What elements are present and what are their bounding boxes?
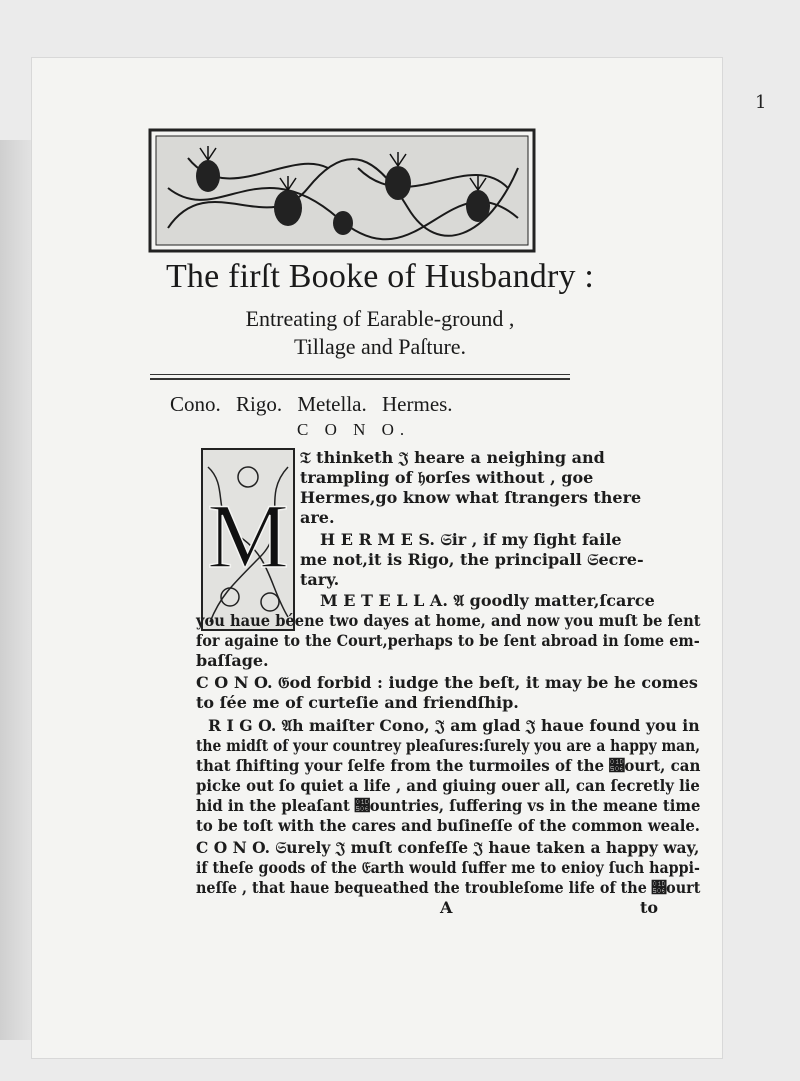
text-line: picke out ſo quiet a life , and giuing ouer all, can ſecretly lie (196, 776, 700, 795)
text-line: for againe to the Court,perhaps to be ſent abroad in ſome em- (196, 631, 700, 650)
subtitle-line-2: Tillage and Paſture. (293, 334, 467, 359)
catchword: to (640, 898, 659, 917)
text-line: H E R M E S. 𝔖ir , if my ſight faile (320, 530, 622, 549)
text-line: neſſe , that haue bequeathed the troubleſome life of the 𝔆ourt (196, 878, 701, 897)
speaker-rigo: Rigo. (236, 392, 283, 416)
text-line: hid in the pleaſant 𝔆ountries, ſuffering vs in the meane time (196, 796, 701, 815)
speakers-list (170, 392, 610, 417)
thistle-ornament-icon (148, 128, 536, 253)
text-line: the midſt of your countrey pleaſures:ſurely you are a happy man, (196, 736, 701, 755)
text-line: M E T E L L A. 𝔄 goodly matter,ſcarce (320, 591, 655, 610)
text-line: if theſe goods of the 𝔈arth would ſuffer me to enioy ſuch happi- (196, 858, 700, 877)
divider-rule (150, 374, 570, 375)
text-line: tary. (300, 570, 340, 589)
text-line: to be toſt with the cares and buſineſſe of the common weale. (196, 816, 700, 835)
text-line: Hermes,go know what ſtrangers there (300, 488, 642, 507)
text-line: C O N O. 𝔖urely 𝔍 muſt confeſſe 𝔍 haue taken a happy way, (196, 838, 700, 857)
text-line: to ſée me of curteſie and friendſhip. (196, 693, 519, 712)
text-line: trampling of 𝔥orſes without , goe (300, 468, 594, 487)
text-line: 𝔗 thinketh 𝔍 heare a neighing and (300, 448, 605, 467)
svg-text:M: M (207, 485, 289, 587)
speaker-hermes: Hermes. (382, 392, 453, 416)
text-line: that ſhifting your ſelfe from the turmoiles of the 𝔆ourt, can (196, 756, 701, 775)
page-number: 1 (755, 92, 767, 113)
decorated-initial-m-icon (200, 447, 296, 632)
subtitle (30, 305, 730, 361)
text-line: you haue béene two dayes at home, and now you muſt be ſent (196, 611, 701, 630)
text-line: me not,it is Rigo, the principall 𝔖ecre- (300, 550, 644, 569)
divider-rule-double (150, 378, 570, 380)
binding-shadow (0, 140, 34, 1040)
speaker-metella: Metella. (297, 392, 367, 416)
speaker-heading: C O N O. (297, 420, 411, 439)
text-line: R I G O. 𝔄h maiſter Cono, 𝔍 am glad 𝔍 haue found you in (208, 716, 700, 735)
text-line: are. (300, 508, 335, 527)
page-title: The firſt Booke of Husbandry : (165, 258, 595, 295)
subtitle-line-1: Entreating of Earable-ground , (245, 306, 515, 331)
signature-mark: A (440, 898, 453, 917)
speaker-cono: Cono. (170, 392, 221, 416)
text-line: C O N O. 𝔊od forbid : iudge the beſt, it may be he comes (196, 673, 698, 692)
text-line: baſſage. (196, 651, 269, 670)
